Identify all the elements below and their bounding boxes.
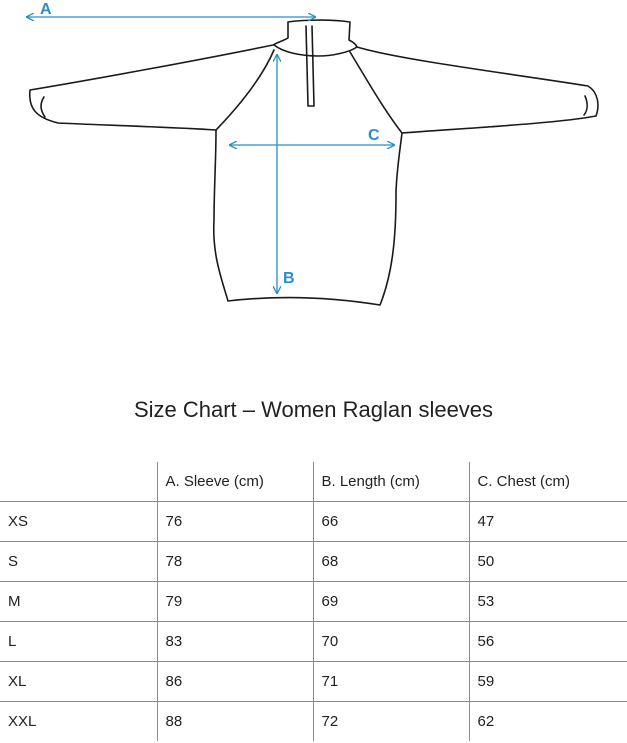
- sleeve-cell: 78: [157, 542, 313, 582]
- table-row: [0, 702, 627, 742]
- sweater-diagram: [0, 0, 627, 320]
- chest-cell: 59: [469, 662, 627, 702]
- table-row: [0, 542, 627, 582]
- size-cell: XS: [0, 502, 157, 542]
- table-row: [0, 582, 627, 622]
- length-cell: 71: [313, 662, 469, 702]
- table-row: [0, 622, 627, 662]
- table-row: [0, 502, 627, 542]
- sleeve-cell: 86: [157, 662, 313, 702]
- size-cell: M: [0, 582, 157, 622]
- dimension-c-label: C: [368, 127, 380, 144]
- chest-cell: 50: [469, 542, 627, 582]
- header-length: B. Length (cm): [313, 462, 469, 502]
- header-sleeve: A. Sleeve (cm): [157, 462, 313, 502]
- size-chart-title: Size Chart – Women Raglan sleeves: [133, 397, 494, 422]
- chest-cell: 56: [469, 622, 627, 662]
- chest-cell: 62: [469, 702, 627, 742]
- sleeve-cell: 76: [157, 502, 313, 542]
- dimension-a-label: A: [40, 1, 52, 18]
- length-cell: 66: [313, 502, 469, 542]
- chest-cell: 47: [469, 502, 627, 542]
- length-cell: 69: [313, 582, 469, 622]
- size-cell: XXL: [8, 713, 37, 730]
- dimension-b-label: B: [283, 270, 295, 287]
- length-cell: 68: [313, 542, 469, 582]
- sweater-outline: [30, 20, 598, 305]
- header-chest: C. Chest (cm): [469, 462, 627, 502]
- size-cell: XL: [0, 662, 157, 702]
- length-cell: 72: [313, 702, 469, 742]
- table-header-row: [0, 462, 627, 502]
- length-cell: 70: [313, 622, 469, 662]
- header-size: [0, 462, 157, 502]
- sleeve-cell: 79: [157, 582, 313, 622]
- dimension-lines: [27, 17, 394, 293]
- sleeve-cell: 88: [157, 702, 313, 742]
- chest-cell: 53: [469, 582, 627, 622]
- table-row: [0, 662, 627, 702]
- sleeve-cell: 83: [157, 622, 313, 662]
- size-cell: S: [0, 542, 157, 582]
- size-cell: L: [0, 622, 157, 662]
- size-chart-table: [0, 462, 627, 741]
